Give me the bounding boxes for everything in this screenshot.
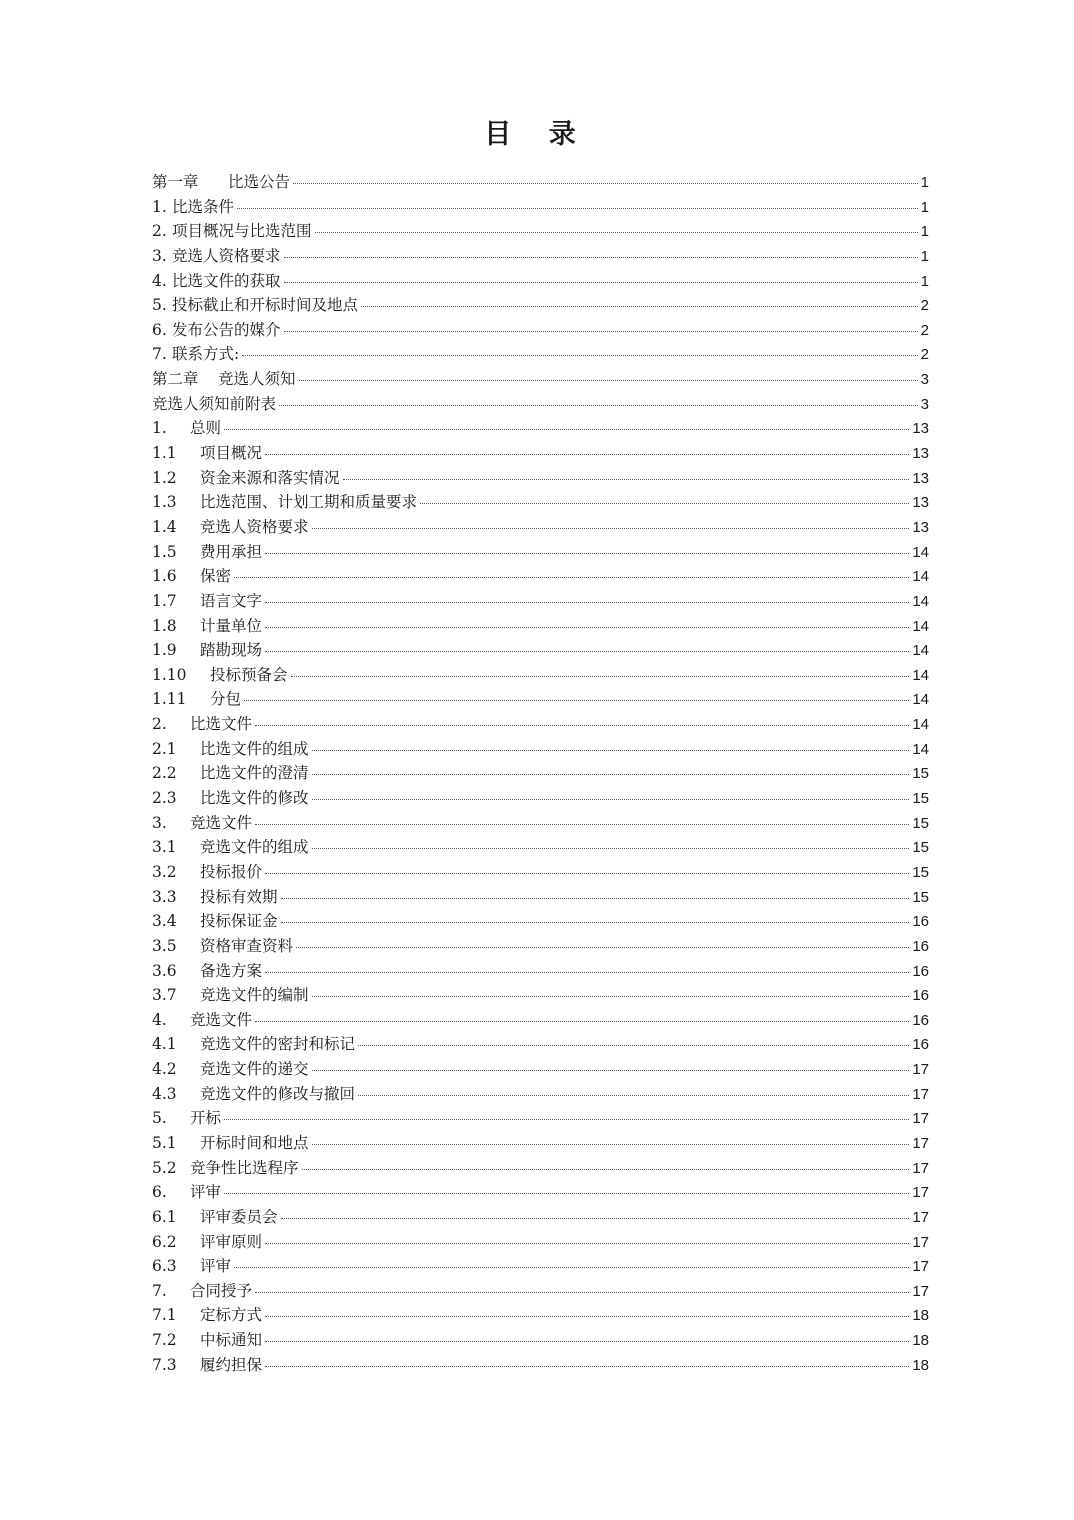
- toc-entry-number: 第一章: [152, 173, 199, 191]
- dot-leader: [312, 527, 910, 529]
- toc-entry-page: 17: [912, 1184, 929, 1202]
- toc-entry-number: 3.4: [152, 912, 177, 931]
- toc-entry-label: 评审: [200, 1257, 232, 1276]
- toc-entry[interactable]: [152, 1205, 929, 1230]
- toc-entry-number: 3.5: [152, 936, 177, 955]
- toc-entry-label: 保密: [200, 567, 232, 586]
- toc-entry[interactable]: [152, 712, 929, 737]
- toc-entry[interactable]: [152, 515, 929, 540]
- toc-entry-number: 6.: [152, 1183, 167, 1202]
- toc-entry[interactable]: [152, 244, 929, 269]
- dot-leader: [255, 1291, 909, 1293]
- toc-entry-page: 14: [912, 617, 929, 635]
- toc-entry[interactable]: [152, 811, 929, 836]
- toc-entry-number: 7.3: [152, 1355, 177, 1374]
- toc-entry[interactable]: [152, 1279, 929, 1304]
- toc-entry-label: 中标通知: [200, 1331, 263, 1350]
- toc-entry-page: 13: [912, 518, 929, 536]
- toc-entry[interactable]: [152, 663, 929, 688]
- toc-entry-number: 3.1: [152, 838, 177, 857]
- dot-leader: [265, 872, 909, 874]
- dot-leader: [265, 453, 909, 455]
- dot-leader: [265, 601, 909, 603]
- toc-entry-number: 6.2: [152, 1232, 177, 1251]
- toc-entry-page: 1: [920, 223, 929, 241]
- dot-leader: [343, 478, 910, 480]
- toc-entry-page: 14: [912, 642, 929, 660]
- toc-entry[interactable]: [152, 540, 929, 565]
- toc-entry-label: 竞选文件的修改与撤回: [200, 1084, 356, 1103]
- dot-leader: [234, 576, 909, 578]
- table-of-contents: [152, 170, 929, 1377]
- toc-entry-number: 7.: [152, 1281, 167, 1300]
- toc-entry[interactable]: [152, 959, 929, 984]
- dot-leader: [315, 231, 918, 233]
- dot-leader: [265, 650, 909, 652]
- toc-entry-label: 投标预备会: [210, 665, 288, 684]
- toc-entry-page: 13: [912, 469, 929, 487]
- toc-entry-page: 15: [912, 790, 929, 808]
- toc-entry-number: 4.2: [152, 1060, 177, 1079]
- toc-entry-page: 2: [920, 321, 929, 339]
- toc-entry-label: 资格审查资料: [200, 936, 294, 955]
- dot-leader: [312, 749, 910, 751]
- toc-entry-page: 14: [912, 543, 929, 561]
- dot-leader: [358, 1094, 909, 1096]
- toc-entry[interactable]: [152, 441, 929, 466]
- dot-leader: [291, 675, 910, 677]
- toc-entry-label: 项目概况与比选范围: [172, 222, 312, 241]
- toc-entry-page: 16: [912, 1011, 929, 1029]
- toc-entry-label: 竞选文件的编制: [200, 986, 309, 1005]
- dot-leader: [284, 330, 918, 332]
- toc-entry[interactable]: [152, 1254, 929, 1279]
- dot-leader: [302, 1168, 910, 1170]
- toc-entry-page: 17: [912, 1134, 929, 1152]
- toc-entry-number: 2.: [152, 715, 167, 734]
- dot-leader: [255, 1020, 909, 1022]
- toc-entry-label: 评审: [190, 1183, 222, 1202]
- dot-leader: [265, 971, 909, 973]
- dot-leader: [265, 626, 909, 628]
- toc-entry-label: 评审委员会: [200, 1207, 278, 1226]
- toc-entry[interactable]: [152, 614, 929, 639]
- dot-leader: [281, 1217, 910, 1219]
- toc-entry-label: 费用承担: [200, 542, 263, 561]
- toc-entry-label: 履约担保: [200, 1355, 263, 1374]
- toc-entry-page: 17: [912, 1085, 929, 1103]
- dot-leader: [284, 281, 918, 283]
- toc-entry[interactable]: [152, 786, 929, 811]
- toc-entry-page: 15: [912, 765, 929, 783]
- toc-entry-number: 1.7: [152, 591, 177, 610]
- toc-entry-label: 投标有效期: [200, 887, 278, 906]
- dot-leader: [299, 379, 918, 381]
- toc-entry-label: 竞选文件: [190, 1010, 253, 1029]
- toc-entry-page: 15: [912, 839, 929, 857]
- toc-entry-number: 2.: [152, 222, 167, 241]
- dot-leader: [284, 256, 918, 258]
- toc-entry-label: 合同授予: [190, 1281, 253, 1300]
- toc-entry-number: 1.4: [152, 517, 177, 536]
- toc-entry[interactable]: [152, 416, 929, 441]
- toc-entry-label: 竞选文件的组成: [200, 838, 309, 857]
- toc-entry-number: 6.1: [152, 1207, 177, 1226]
- toc-entry[interactable]: [152, 687, 929, 712]
- toc-entry-number: 6.3: [152, 1257, 177, 1276]
- toc-entry-label: 评审原则: [200, 1232, 263, 1251]
- toc-entry-number: 3.: [152, 813, 167, 832]
- toc-entry-label: 踏勘现场: [200, 641, 263, 660]
- toc-entry-label: 竞选文件: [190, 813, 253, 832]
- toc-entry-number: 1.11: [152, 690, 187, 709]
- toc-entry-label: 竞选人资格要求: [172, 246, 281, 265]
- dot-leader: [312, 847, 910, 849]
- toc-entry-label: 备选方案: [200, 961, 263, 980]
- toc-entry[interactable]: [152, 909, 929, 934]
- dot-leader: [265, 552, 909, 554]
- toc-entry-page: 16: [912, 937, 929, 955]
- toc-entry-page: 14: [912, 740, 929, 758]
- toc-entry-page: 13: [912, 445, 929, 463]
- dot-leader: [242, 354, 917, 356]
- toc-entry-number: 5.: [152, 296, 167, 315]
- dot-leader: [281, 897, 910, 899]
- toc-entry-number: 2.3: [152, 789, 177, 808]
- toc-entry-page: 17: [912, 1258, 929, 1276]
- dot-leader: [224, 428, 909, 430]
- toc-entry-number: 3.2: [152, 862, 177, 881]
- dot-leader: [312, 773, 910, 775]
- toc-entry[interactable]: [152, 638, 929, 663]
- toc-entry[interactable]: [152, 1008, 929, 1033]
- toc-entry-label: 开标: [190, 1109, 222, 1128]
- toc-entry-number: 1.8: [152, 616, 177, 635]
- toc-entry-number: 第二章: [152, 370, 199, 389]
- toc-entry-page: 14: [912, 716, 929, 734]
- toc-entry-number: 1.: [152, 197, 167, 216]
- toc-entry-label: 竞选人须知: [218, 370, 296, 389]
- toc-entry-page: 16: [912, 962, 929, 980]
- toc-entry-number: 7.2: [152, 1331, 177, 1350]
- toc-entry[interactable]: [152, 490, 929, 515]
- toc-entry-number: 2.2: [152, 764, 177, 783]
- toc-entry-page: 3: [920, 395, 929, 413]
- dot-leader: [224, 1118, 909, 1120]
- toc-entry[interactable]: [152, 367, 929, 392]
- toc-entry-number: 7.1: [152, 1306, 177, 1325]
- toc-entry[interactable]: [152, 564, 929, 589]
- toc-entry-label: 竞选人须知前附表: [152, 394, 277, 413]
- dot-leader: [255, 724, 909, 726]
- toc-entry-page: 3: [920, 371, 929, 389]
- toc-entry-page: 16: [912, 987, 929, 1005]
- toc-entry-number: 1.2: [152, 468, 177, 487]
- toc-entry[interactable]: [152, 392, 929, 417]
- dot-leader: [224, 1192, 909, 1194]
- toc-entry[interactable]: [152, 1353, 929, 1378]
- toc-entry[interactable]: [152, 1230, 929, 1255]
- toc-entry-number: 1.10: [152, 665, 187, 684]
- toc-entry-label: 竞选文件的递交: [200, 1060, 309, 1079]
- toc-entry-label: 定标方式: [200, 1306, 263, 1325]
- toc-entry-number: 1.5: [152, 542, 177, 561]
- toc-entry-page: 14: [912, 592, 929, 610]
- toc-entry-label: 比选文件的组成: [200, 739, 309, 758]
- toc-entry-label: 竞选文件的密封和标记: [200, 1035, 356, 1054]
- toc-entry[interactable]: [152, 737, 929, 762]
- toc-entry-page: 17: [912, 1282, 929, 1300]
- toc-entry-number: 6.: [152, 320, 167, 339]
- toc-entry-page: 17: [912, 1110, 929, 1128]
- toc-entry-page: 17: [912, 1208, 929, 1226]
- toc-entry[interactable]: [152, 1106, 929, 1131]
- toc-entry[interactable]: [152, 170, 929, 195]
- dot-leader: [281, 921, 910, 923]
- toc-entry[interactable]: [152, 195, 929, 220]
- toc-entry-page: 17: [912, 1061, 929, 1079]
- toc-entry-page: 18: [912, 1332, 929, 1350]
- dot-leader: [312, 995, 910, 997]
- toc-entry[interactable]: [152, 860, 929, 885]
- toc-entry-page: 14: [912, 568, 929, 586]
- toc-entry-page: 1: [920, 174, 929, 191]
- toc-entry-label: 比选文件: [190, 715, 253, 734]
- toc-entry-page: 13: [912, 420, 929, 438]
- dot-leader: [255, 823, 909, 825]
- toc-entry-page: 14: [912, 691, 929, 709]
- toc-entry[interactable]: [152, 1180, 929, 1205]
- toc-entry-label: 投标保证金: [200, 912, 278, 931]
- toc-entry-number: 1.1: [152, 444, 177, 463]
- toc-entry-number: 7.: [152, 345, 167, 364]
- toc-entry-label: 资金来源和落实情况: [200, 468, 340, 487]
- toc-entry[interactable]: [152, 835, 929, 860]
- toc-entry-label: 语言文字: [200, 591, 263, 610]
- toc-entry-page: 1: [920, 272, 929, 290]
- toc-entry-label: 联系方式:: [172, 345, 240, 364]
- toc-entry-label: 竞选人资格要求: [200, 517, 309, 536]
- toc-entry[interactable]: [152, 1156, 929, 1181]
- toc-title: 目 录: [484, 119, 590, 150]
- toc-entry-number: 5.: [152, 1109, 167, 1128]
- toc-entry[interactable]: [152, 1032, 929, 1057]
- toc-entry-label: 项目概况: [200, 444, 263, 463]
- toc-entry-number: 1.6: [152, 567, 177, 586]
- toc-entry-page: 13: [912, 494, 929, 512]
- toc-entry[interactable]: [152, 983, 929, 1008]
- dot-leader: [420, 502, 909, 504]
- toc-entry-label: 分包: [210, 690, 242, 709]
- toc-entry[interactable]: [152, 1082, 929, 1107]
- toc-entry-page: 15: [912, 814, 929, 832]
- toc-entry-page: 16: [912, 913, 929, 931]
- toc-entry-label: 比选文件的修改: [200, 789, 309, 808]
- dot-leader: [234, 1266, 909, 1268]
- toc-entry[interactable]: [152, 342, 929, 367]
- toc-entry-number: 4.: [152, 1010, 167, 1029]
- toc-entry[interactable]: [152, 318, 929, 343]
- toc-entry-label: 发布公告的媒介: [172, 320, 281, 339]
- toc-entry-page: 15: [912, 888, 929, 906]
- toc-entry[interactable]: [152, 466, 929, 491]
- toc-entry-number: 1.: [152, 419, 167, 438]
- toc-entry-label: 比选文件的获取: [172, 271, 281, 290]
- dot-leader: [312, 1143, 910, 1145]
- toc-entry-page: 17: [912, 1159, 929, 1177]
- toc-entry[interactable]: [152, 1057, 929, 1082]
- toc-entry-page: 15: [912, 863, 929, 881]
- toc-entry-number: 3.: [152, 246, 167, 265]
- toc-entry-number: 3.7: [152, 986, 177, 1005]
- toc-entry[interactable]: [152, 1303, 929, 1328]
- toc-entry[interactable]: [152, 761, 929, 786]
- toc-entry-label: 比选条件: [172, 197, 235, 216]
- dot-leader: [296, 946, 909, 948]
- toc-entry[interactable]: [152, 934, 929, 959]
- toc-entry[interactable]: [152, 885, 929, 910]
- toc-entry-page: 1: [920, 247, 929, 265]
- toc-entry-page: 16: [912, 1036, 929, 1054]
- toc-entry-number: 3.6: [152, 961, 177, 980]
- toc-entry-label: 竞争性比选程序: [190, 1158, 299, 1177]
- toc-entry-page: 14: [912, 666, 929, 684]
- toc-entry-page: 2: [920, 297, 929, 315]
- toc-entry-number: 1.9: [152, 641, 177, 660]
- dot-leader: [361, 305, 918, 307]
- toc-entry[interactable]: [152, 293, 929, 318]
- toc-entry-label: 投标截止和开标时间及地点: [172, 296, 359, 315]
- toc-entry-number: 4.1: [152, 1035, 177, 1054]
- toc-entry-page: 2: [920, 346, 929, 364]
- toc-entry-page: 17: [912, 1233, 929, 1251]
- toc-entry[interactable]: [152, 589, 929, 614]
- toc-entry-label: 计量单位: [200, 616, 263, 635]
- dot-leader: [265, 1340, 909, 1342]
- toc-entry-label: 开标时间和地点: [200, 1133, 309, 1152]
- dot-leader: [265, 1242, 909, 1244]
- dot-leader: [312, 798, 910, 800]
- toc-entry-number: 1.3: [152, 493, 177, 512]
- dot-leader: [237, 207, 918, 209]
- dot-leader: [265, 1315, 909, 1317]
- toc-entry-page: 18: [912, 1356, 929, 1374]
- toc-entry-number: 5.2: [152, 1158, 177, 1177]
- dot-leader: [265, 1365, 909, 1367]
- toc-entry-number: 4.3: [152, 1084, 177, 1103]
- toc-entry-label: 比选公告: [228, 173, 291, 191]
- dot-leader: [358, 1044, 909, 1046]
- toc-entry-number: 2.1: [152, 739, 177, 758]
- toc-entry-label: 比选范围、计划工期和质量要求: [200, 493, 418, 512]
- toc-entry[interactable]: [152, 269, 929, 294]
- toc-entry-label: 投标报价: [200, 862, 263, 881]
- dot-leader: [244, 699, 909, 701]
- dot-leader: [293, 182, 918, 184]
- dot-leader: [279, 404, 918, 406]
- toc-entry-number: 3.3: [152, 887, 177, 906]
- dot-leader: [312, 1069, 910, 1071]
- toc-entry[interactable]: [152, 1328, 929, 1353]
- toc-entry-number: 5.1: [152, 1133, 177, 1152]
- toc-entry-label: 总则: [190, 419, 222, 438]
- toc-entry[interactable]: [152, 1131, 929, 1156]
- toc-entry-page: 18: [912, 1307, 929, 1325]
- toc-entry-label: 比选文件的澄清: [200, 764, 309, 783]
- toc-entry-number: 4.: [152, 271, 167, 290]
- toc-entry-page: 1: [920, 198, 929, 216]
- toc-entry[interactable]: [152, 219, 929, 244]
